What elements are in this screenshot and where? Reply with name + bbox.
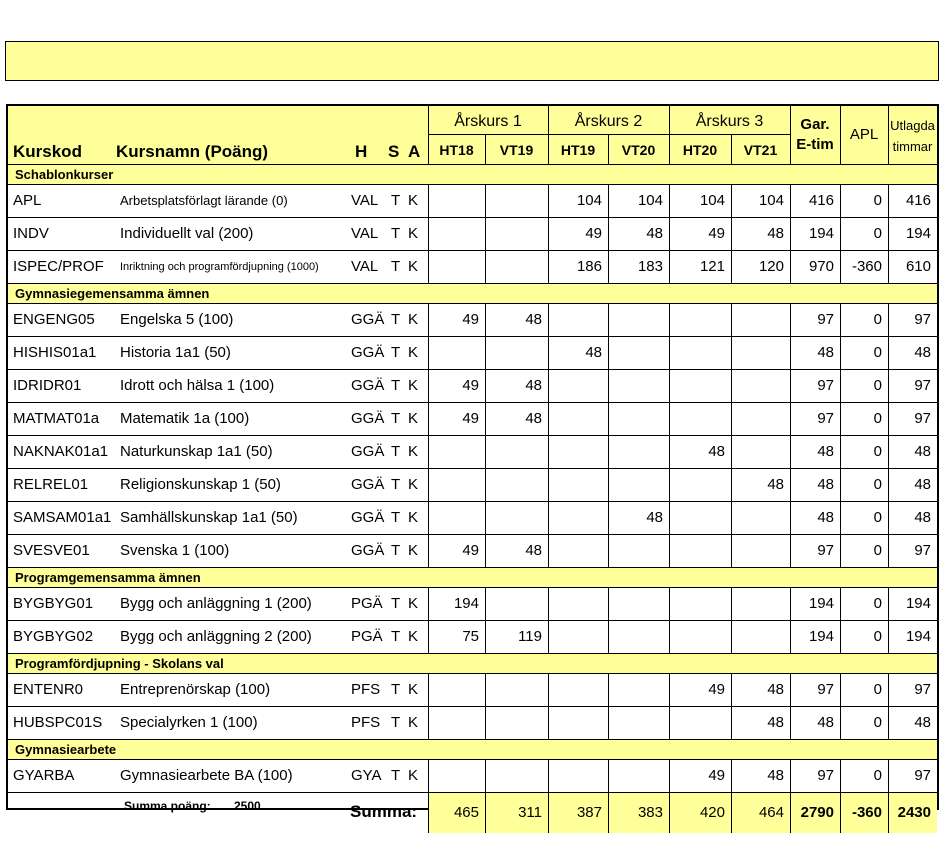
value-cell: 97 [817,410,834,427]
course-name: Entreprenörskap (100) [120,681,271,698]
value-cell: 48 [817,476,834,493]
course-s: T [391,225,401,242]
value-cell: 49 [462,311,479,328]
column-divider [428,303,429,568]
course-name: Inriktning och programfördjupning (1000) [120,261,319,273]
value-cell: 48 [767,681,784,698]
value-cell: 97 [817,542,834,559]
course-h: GGÄ [351,377,385,394]
value-cell: 194 [905,628,931,645]
course-name: Svenska 1 (100) [120,542,230,559]
value-cell: 194 [808,628,834,645]
course-s: T [391,628,401,645]
value-cell: 610 [905,258,931,275]
value-cell: 311 [518,804,542,821]
value-cell: 119 [518,628,542,645]
course-s: T [391,443,401,460]
column-divider [608,587,609,654]
course-h: VAL [351,258,379,275]
course-h: GGÄ [351,443,385,460]
column-divider [548,303,549,568]
course-s: T [391,377,401,394]
value-cell: 104 [758,192,784,209]
column-divider [428,673,429,740]
column-divider [731,673,732,740]
course-name: Gymnasiearbete BA (100) [120,767,293,784]
value-cell: 49 [708,225,725,242]
course-table [6,104,939,821]
value-cell: 194 [808,225,834,242]
value-cell: 120 [758,258,784,275]
value-cell: 465 [453,804,479,821]
course-s: T [391,714,401,731]
value-cell: 194 [905,225,931,242]
course-name: Specialyrken 1 (100) [120,714,258,731]
value-cell: 49 [462,410,479,427]
value-cell: 383 [637,804,663,821]
column-divider [790,673,791,740]
gar-header-line2: E-tim [796,136,834,153]
course-a: K [408,542,419,559]
course-h: PFS [351,681,381,698]
term-header: VT21 [743,142,778,158]
value-cell: 48 [525,542,542,559]
column-divider [485,673,486,740]
course-name: Samhällskunskap 1a1 (50) [120,509,298,526]
value-cell: 48 [817,714,834,731]
course-code: MATMAT01a [13,410,100,427]
value-cell: 49 [462,542,479,559]
column-divider [485,303,486,568]
course-a: K [408,410,419,427]
value-cell: 464 [758,804,784,821]
column-divider [790,164,791,165]
course-h: GGÄ [351,509,385,526]
column-divider [485,184,486,284]
value-cell: 104 [699,192,725,209]
course-name: Arbetsplatsförlagt lärande (0) [120,193,288,208]
value-cell: 48 [646,509,663,526]
course-a: K [408,225,419,242]
apl-header: APL [849,126,879,143]
course-name: Individuellt val (200) [120,225,254,242]
value-cell: 194 [808,595,834,612]
total-value: 2430 [897,804,931,821]
course-a: K [408,311,419,328]
course-h: VAL [351,225,379,242]
course-name: Matematik 1a (100) [120,410,250,427]
year-3-header: Årskurs 3 [695,113,764,130]
value-cell: 0 [873,377,882,394]
course-s: T [391,476,401,493]
value-cell: 48 [914,714,931,731]
column-divider [731,587,732,654]
section-label: Gymnasiearbete [15,742,117,757]
value-cell: 0 [873,344,882,361]
value-cell: 97 [914,681,931,698]
section-label: Programgemensamma ämnen [15,570,201,585]
value-cell: 970 [808,258,834,275]
column-divider [840,587,841,654]
column-divider [731,134,732,164]
column-divider [608,673,609,740]
term-header: HT20 [682,142,718,158]
column-divider [485,759,486,833]
course-a: K [408,509,419,526]
value-cell: 0 [873,225,882,242]
course-a: K [408,258,419,275]
course-a: K [408,767,419,784]
value-cell: 104 [576,192,602,209]
column-divider [428,164,429,165]
column-divider [888,759,889,833]
course-code: BYGBYG02 [13,628,94,645]
section-label: Schablonkurser [15,167,114,182]
value-cell: 48 [914,443,931,460]
summa-poang-label: Summa poäng: [124,799,211,813]
course-a: K [408,595,419,612]
value-cell: 183 [637,258,663,275]
course-a: K [408,192,419,209]
term-header: HT18 [439,142,474,158]
gar-header-line1: Gar. [800,116,830,133]
course-code: HUBSPC01S [13,714,103,731]
utl-header-line2: timmar [892,139,933,154]
column-divider [888,184,889,284]
value-cell: 97 [817,767,834,784]
course-name: Bygg och anläggning 2 (200) [120,628,312,645]
course-h: GGÄ [351,476,385,493]
course-name: Idrott och hälsa 1 (100) [120,377,275,394]
course-a: K [408,476,419,493]
program-banner [5,41,939,81]
course-s: T [391,311,401,328]
value-cell: 48 [914,509,931,526]
column-a: A [408,142,421,161]
section-fill [8,165,937,184]
course-code: IDRIDR01 [13,377,82,394]
course-h: GGÄ [351,344,385,361]
value-cell: 48 [914,476,931,493]
course-name: Bygg och anläggning 1 (200) [120,595,312,612]
column-divider [669,106,670,164]
column-divider [790,184,791,284]
course-h: PGÄ [351,628,383,645]
course-code: SAMSAM01a1 [13,509,112,526]
course-code: GYARBA [13,767,75,784]
term-header: HT19 [560,142,596,158]
course-h: GGÄ [351,542,385,559]
section-label: Gymnasiegemensamma ämnen [15,286,210,301]
column-divider [840,106,841,164]
value-cell: 48 [817,344,834,361]
column-kursnamn: Kursnamn (Poäng) [116,142,269,161]
value-cell: 48 [767,476,784,493]
value-cell: 186 [576,258,602,275]
column-divider [428,587,429,654]
column-divider [485,134,486,164]
value-cell: 0 [873,509,882,526]
course-a: K [408,681,419,698]
column-kurskod: Kurskod [13,142,82,161]
column-divider [548,164,549,165]
value-cell: 0 [873,628,882,645]
total-value: -360 [851,804,882,821]
value-cell: 0 [873,311,882,328]
value-cell: 49 [708,681,725,698]
course-code: APL [13,192,42,209]
column-divider [608,164,609,165]
value-cell: 0 [873,595,882,612]
course-h: GGÄ [351,311,385,328]
value-cell: 49 [585,225,602,242]
column-divider [888,673,889,740]
summa-label: Summa: [350,802,418,821]
course-a: K [408,377,419,394]
course-s: T [391,767,401,784]
course-s: T [391,509,401,526]
column-divider [669,184,670,284]
course-s: T [391,542,401,559]
column-divider [548,759,549,833]
value-cell: 420 [699,804,725,821]
value-cell: 97 [817,311,834,328]
course-code: SVESVE01 [13,542,90,559]
column-divider [428,184,429,284]
value-cell: 97 [914,767,931,784]
utl-header-line1: Utlagda [890,118,935,133]
column-divider [485,164,486,165]
column-divider [608,759,609,833]
value-cell: 104 [637,192,663,209]
value-cell: 194 [453,595,479,612]
column-h: H [355,142,368,161]
course-s: T [391,258,401,275]
term-header: VT20 [621,142,656,158]
value-cell: 0 [873,714,882,731]
course-code: BYGBYG01 [13,595,94,612]
course-code: ENTENR0 [13,681,84,698]
column-divider [608,303,609,568]
year-2-header: Årskurs 2 [574,113,643,130]
value-cell: 0 [873,681,882,698]
value-cell: 48 [817,509,834,526]
column-s: S [388,142,400,161]
course-name: Naturkunskap 1a1 (50) [120,443,273,460]
course-h: PGÄ [351,595,383,612]
summa-poang-value: 2500 [234,799,261,813]
column-divider [790,303,791,568]
section-fill [8,740,937,759]
column-divider [840,164,841,165]
course-h: GGÄ [351,410,385,427]
course-code: HISHIS01a1 [13,344,97,361]
value-cell: 48 [525,377,542,394]
course-h: GYA [351,767,382,784]
value-cell: 48 [646,225,663,242]
value-cell: 97 [914,542,931,559]
value-cell: 48 [525,410,542,427]
course-s: T [391,410,401,427]
course-code: ISPEC/PROF [13,258,104,275]
column-divider [888,587,889,654]
column-divider [840,673,841,740]
value-cell: 97 [914,377,931,394]
total-value: 2790 [800,804,834,821]
column-divider [888,164,889,165]
course-name: Religionskunskap 1 (50) [120,476,281,493]
column-divider [608,134,609,164]
value-cell: 48 [585,344,602,361]
value-cell: 75 [462,628,479,645]
column-divider [731,303,732,568]
course-h: PFS [351,714,381,731]
value-cell: 0 [873,542,882,559]
course-code: INDV [13,225,49,242]
column-divider [669,303,670,568]
column-divider [731,164,732,165]
term-header: VT19 [499,142,534,158]
course-s: T [391,192,401,209]
column-divider [428,759,429,833]
value-cell: 387 [576,804,602,821]
column-divider [669,164,670,165]
column-divider [548,184,549,284]
value-cell: 0 [873,410,882,427]
value-cell: 48 [767,714,784,731]
year-1-header: Årskurs 1 [454,113,522,130]
value-cell: -360 [851,258,882,275]
column-divider [888,303,889,568]
column-divider [840,303,841,568]
column-divider [731,184,732,284]
value-cell: 48 [525,311,542,328]
row-divider [428,134,790,135]
value-cell: 49 [708,767,725,784]
column-divider [548,673,549,740]
value-cell: 48 [767,225,784,242]
course-a: K [408,628,419,645]
value-cell: 0 [873,443,882,460]
column-divider [669,587,670,654]
column-divider [731,759,732,833]
value-cell: 48 [767,767,784,784]
value-cell: 0 [873,476,882,493]
value-cell: 194 [905,595,931,612]
section-label: Programfördjupning - Skolans val [15,656,224,671]
column-divider [548,587,549,654]
course-code: ENGENG05 [13,311,95,328]
value-cell: 97 [817,681,834,698]
value-cell: 416 [905,192,931,209]
course-a: K [408,714,419,731]
course-h: VAL [351,192,379,209]
value-cell: 97 [914,410,931,427]
course-a: K [408,344,419,361]
column-divider [485,587,486,654]
course-name: Historia 1a1 (50) [120,344,231,361]
value-cell: 48 [708,443,725,460]
value-cell: 121 [699,258,725,275]
course-s: T [391,595,401,612]
column-divider [428,106,429,164]
value-cell: 48 [817,443,834,460]
course-code: NAKNAK01a1 [13,443,109,460]
column-divider [840,759,841,833]
value-cell: 97 [914,311,931,328]
column-divider [669,759,670,833]
column-divider [888,106,889,164]
value-cell: 97 [817,377,834,394]
value-cell: 416 [808,192,834,209]
value-cell: 48 [914,344,931,361]
value-cell: 0 [873,192,882,209]
column-divider [548,106,549,164]
value-cell: 49 [462,377,479,394]
column-divider [608,184,609,284]
course-name: Engelska 5 (100) [120,311,234,328]
course-s: T [391,681,401,698]
course-a: K [408,443,419,460]
column-divider [669,673,670,740]
column-divider [790,106,791,164]
course-s: T [391,344,401,361]
value-cell: 0 [873,767,882,784]
column-divider [840,184,841,284]
column-divider [790,587,791,654]
column-divider [790,759,791,833]
course-code: RELREL01 [13,476,89,493]
